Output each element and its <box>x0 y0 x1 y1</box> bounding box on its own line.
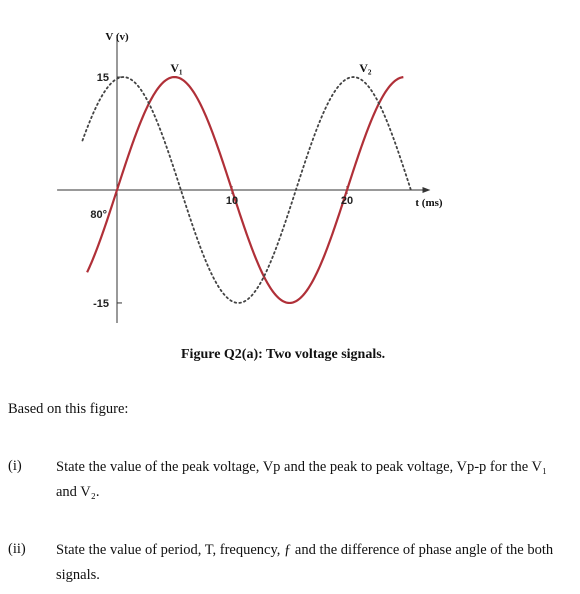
y-axis-label: V (v) <box>105 31 129 43</box>
y-tick-label: 15 <box>96 72 109 85</box>
question-text: State the value of the peak voltage, Vp and the peak to peak voltage, Vp-p for the V₁ and V₂. <box>56 459 548 500</box>
x-axis-label: t (ms) <box>415 197 443 209</box>
x-tick-label: 10 <box>225 195 239 207</box>
phase-angle-annotation: 80° <box>90 209 107 221</box>
series-v2-label: V₂ <box>359 61 372 75</box>
question-number: (ii) <box>8 541 26 557</box>
figure-caption: Figure Q2(a): Two voltage signals. <box>181 347 386 362</box>
y-tick-label: -15 <box>93 297 109 310</box>
x-tick-label: 20 <box>340 195 354 207</box>
series-v1-label: V₁ <box>170 61 183 75</box>
intro-text: Based on this figure: <box>8 401 129 417</box>
question-number: (i) <box>8 458 22 474</box>
question-text: State the value of period, T, frequency, ƒ and the difference of phase angle of the both signals. <box>56 542 554 583</box>
